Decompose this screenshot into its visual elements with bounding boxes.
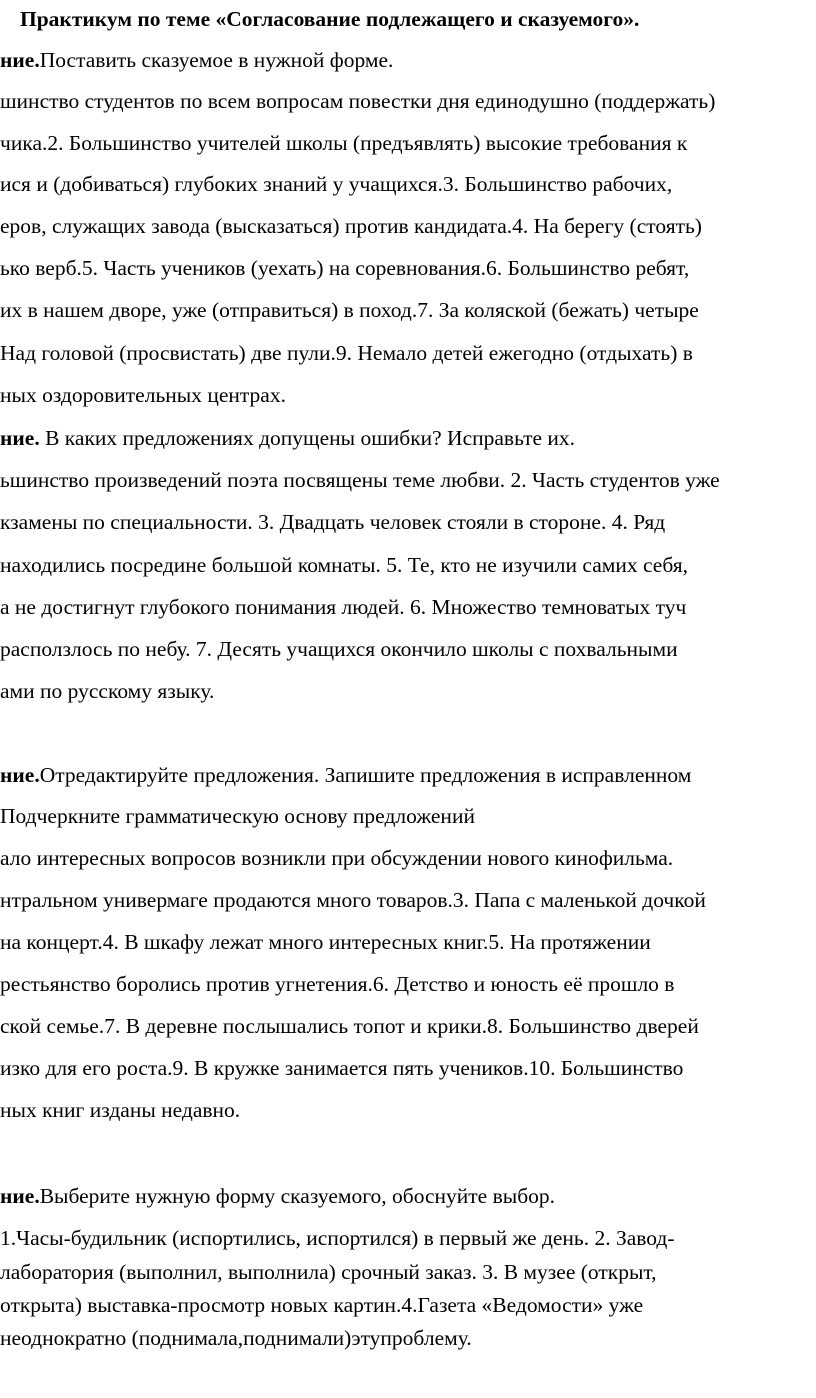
page-title: Практикум по теме «Согласование подлежащего и сказуемого». bbox=[20, 7, 640, 31]
task1-line: ися и (добиваться) глубоких знаний у учащихся.3. Большинство рабочих, bbox=[0, 172, 673, 196]
task4-heading bbox=[0, 1183, 555, 1209]
task2-line: ьшинство произведений поэта посвящены теме любви. 2. Часть студентов уже bbox=[0, 468, 720, 492]
task3-label: ние. bbox=[0, 763, 40, 787]
task3-heading bbox=[0, 762, 691, 788]
task3-line: Подчеркните грамматическую основу предложений bbox=[0, 804, 475, 828]
task3-line: ных книг изданы недавно. bbox=[0, 1098, 241, 1122]
task1-line: шинство студентов по всем вопросам повестки дня единодушно (поддержать) bbox=[0, 89, 716, 113]
task2-heading bbox=[0, 425, 575, 451]
task2-instruction: В каких предложениях допущены ошибки? Исправьте их. bbox=[39, 426, 576, 450]
task3-line: ало интересных вопросов возникли при обсуждении нового кинофильма. bbox=[0, 846, 674, 870]
task3-line: нтральном универмаге продаются много товаров.3. Папа с маленькой дочкой bbox=[0, 888, 706, 912]
task2-line: а не достигнут глубокого понимания людей. 6. Множество темноватых туч bbox=[0, 595, 687, 619]
task1-line: ько верб.5. Часть учеников (уехать) на соревнования.6. Большинство ребят, bbox=[0, 256, 690, 280]
task2-line: находились посредине большой комнаты. 5. Те, кто не изучили самих себя, bbox=[0, 553, 688, 577]
task4-instruction: Выберите нужную форму сказуемого, обоснуйте выбор. bbox=[39, 1184, 556, 1208]
task1-line: чика.2. Большинство учителей школы (предъявлять) высокие требования к bbox=[0, 131, 688, 155]
task4-line: лаборатория (выполнил, выполнила) срочный заказ. 3. В музее (открыт, bbox=[0, 1260, 657, 1284]
task2-line: кзамены по специальности. 3. Двадцать человек стояли в стороне. 4. Ряд bbox=[0, 510, 666, 534]
task3-instruction: Отредактируйте предложения. Запишите предложения в исправленном bbox=[39, 763, 692, 787]
task1-instruction: Поставить сказуемое в нужной форме. bbox=[39, 48, 394, 72]
task4-line: 1.Часы-будильник (испортились, испортился) в первый же день. 2. Завод- bbox=[0, 1226, 675, 1250]
task2-line: ами по русскому языку. bbox=[0, 679, 215, 703]
task4-line: неоднократно (поднимала,поднимали)этупроблему. bbox=[0, 1326, 472, 1350]
task3-line: на концерт.4. В шкафу лежат много интересных книг.5. На протяжении bbox=[0, 930, 651, 954]
task1-line: ных оздоровительных центрах. bbox=[0, 383, 286, 407]
task1-line: еров, служащих завода (высказаться) против кандидата.4. На берегу (стоять) bbox=[0, 214, 702, 238]
task2-line: расползлось по небу. 7. Десять учащихся окончило школы с похвальными bbox=[0, 637, 678, 661]
task2-label: ние. bbox=[0, 426, 40, 450]
task3-line: ской семье.7. В деревне послышались топот и крики.8. Большинство дверей bbox=[0, 1014, 699, 1038]
task3-line: рестьянство боролись против угнетения.6. Детство и юность её прошло в bbox=[0, 972, 675, 996]
task4-label: ние. bbox=[0, 1184, 40, 1208]
task1-line: Над головой (просвистать) две пули.9. Немало детей ежегодно (отдыхать) в bbox=[0, 341, 693, 365]
task1-label: ние. bbox=[0, 48, 40, 72]
task1-line: их в нашем дворе, уже (отправиться) в поход.7. За коляской (бежать) четыре bbox=[0, 298, 699, 322]
task1-heading bbox=[0, 47, 393, 73]
task3-line: изко для его роста.9. В кружке занимается пять учеников.10. Большинство bbox=[0, 1056, 684, 1080]
task4-line: открыта) выставка-просмотр новых картин.4.Газета «Ведомости» уже bbox=[0, 1293, 644, 1317]
